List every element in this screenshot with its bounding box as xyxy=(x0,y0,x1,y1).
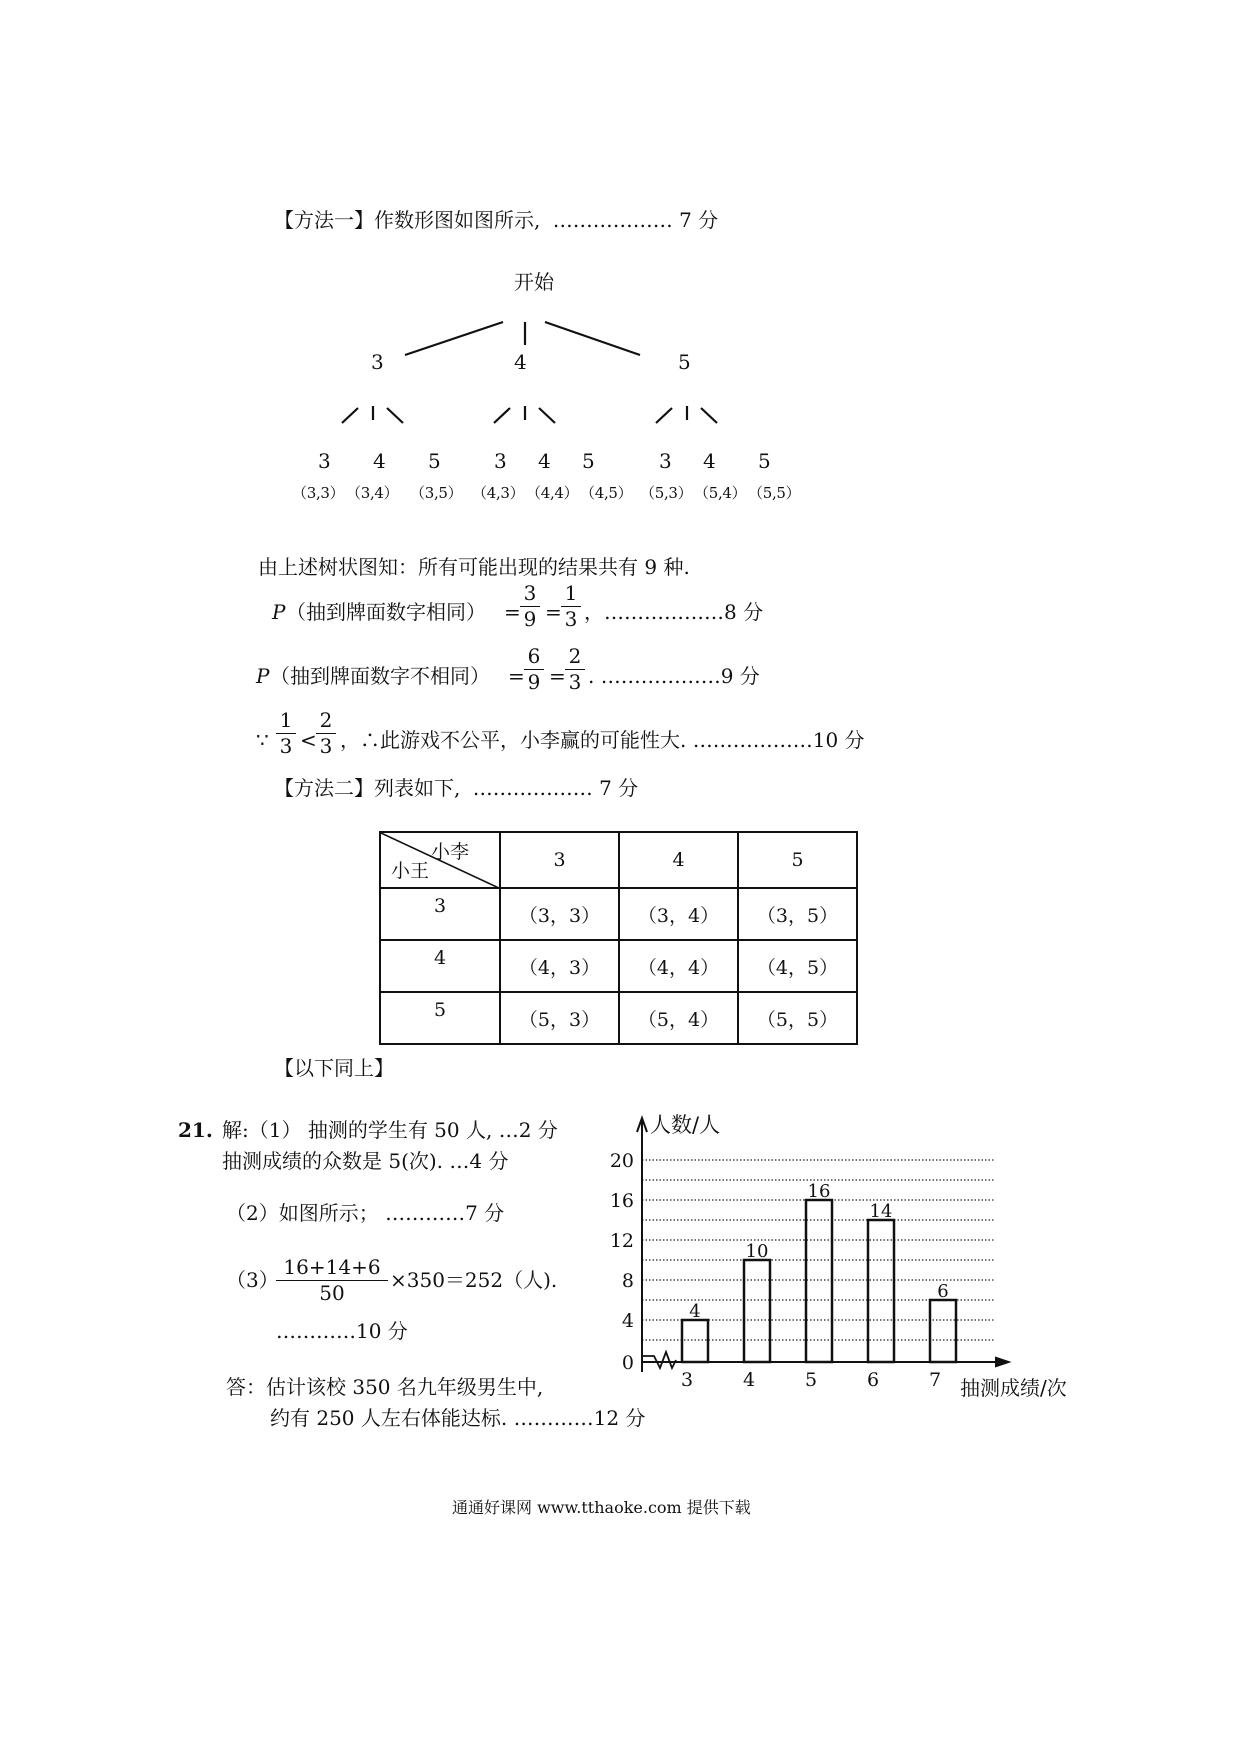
equals-sign: = xyxy=(504,600,521,624)
prob-label: P xyxy=(256,664,270,688)
tree-l2-node: 3 xyxy=(318,449,331,473)
y-tick-label: 4 xyxy=(621,1310,634,1332)
method2-dots: ……………… xyxy=(472,776,593,800)
tree-outcome: （5,5） xyxy=(748,484,801,502)
tree-l2-node: 5 xyxy=(582,449,595,473)
method2-heading xyxy=(274,778,638,798)
row-header: 5 xyxy=(380,992,500,1044)
y-tick-label: 16 xyxy=(609,1190,634,1212)
y-tick-label: 8 xyxy=(621,1270,634,1292)
tree-outcome: （4,5） xyxy=(580,484,633,502)
prob-different-score: . ………………9 分 xyxy=(588,664,760,688)
table-row xyxy=(380,992,857,1044)
tree-diagram xyxy=(0,0,1240,520)
because-symbol: ∵ xyxy=(256,728,269,752)
tree-l2-node: 5 xyxy=(428,449,441,473)
column-header: 3 xyxy=(500,832,619,888)
q21-part3-score: …………10 分 xyxy=(276,1319,408,1343)
page-footer: 通通好课网 www.tthaoke.com 提供下载 xyxy=(452,1498,751,1517)
y-tick-label: 20 xyxy=(609,1150,634,1172)
tree-l2-node: 3 xyxy=(494,449,507,473)
table-cell: （4，3） xyxy=(500,940,619,992)
x-axis-arrow xyxy=(995,1357,1010,1367)
fraction xyxy=(276,710,296,757)
corner-header-xiaowang: 小王 xyxy=(391,860,430,882)
numerator: 2 xyxy=(568,644,582,668)
table-row xyxy=(380,940,857,992)
bar xyxy=(744,1260,770,1362)
bar xyxy=(682,1320,708,1362)
fraction xyxy=(520,583,540,630)
numerator: 1 xyxy=(564,581,578,605)
tree-outcome: （3,4） xyxy=(346,484,399,502)
tree-branch-5-3 xyxy=(656,408,672,423)
outcome-table xyxy=(379,831,858,1045)
denominator: 9 xyxy=(527,670,541,694)
prob-event-different: （抽到牌面数字不相同） xyxy=(270,664,490,688)
prob-same-score: ，………………8 分 xyxy=(584,600,764,624)
q21-part3-result: ×350＝252（人). xyxy=(390,1268,558,1292)
tree-branch-4-5 xyxy=(539,408,555,423)
method1-heading-text: 【方法一】作数形图如图所示, xyxy=(274,208,541,232)
tree-outcome: （4,3） xyxy=(472,484,525,502)
table-cell: （4，5） xyxy=(738,940,857,992)
same-as-above-note: 【以下同上】 xyxy=(274,1056,394,1080)
equals-sign: = xyxy=(545,600,562,624)
tree-l2-node: 4 xyxy=(703,449,716,473)
table-cell: （3，3） xyxy=(500,888,619,940)
q21-part3-prefix: （3） xyxy=(226,1268,279,1292)
q21-part2: （2）如图所示； …………7 分 xyxy=(226,1201,505,1225)
tree-outcome: （5,3） xyxy=(640,484,693,502)
bar-data-label: 6 xyxy=(937,1281,949,1302)
x-axis-title: 抽测成绩/次 xyxy=(960,1376,1067,1400)
question-number: 21. xyxy=(178,1118,213,1142)
q21-part1-line1: 解:（1） 抽测的学生有 50 人, …2 分 xyxy=(222,1118,558,1142)
denominator: 3 xyxy=(568,670,582,694)
method1-score: 7 分 xyxy=(679,208,719,232)
table-cell: （5，5） xyxy=(738,992,857,1044)
conclusion-unfair: ，∴此游戏不公平，小李赢的可能性大. ………………10 分 xyxy=(340,728,865,752)
method2-score: 7 分 xyxy=(599,776,639,800)
q21-answer-line1: 答：估计该校 350 名九年级男生中, xyxy=(226,1375,544,1399)
method2-heading-text: 【方法二】列表如下, xyxy=(274,776,461,800)
tree-l2-node: 5 xyxy=(758,449,771,473)
q21-part1-line2: 抽测成绩的众数是 5(次). …4 分 xyxy=(222,1149,509,1173)
bar xyxy=(868,1220,894,1362)
denominator: 3 xyxy=(319,734,333,758)
denominator: 3 xyxy=(279,734,293,758)
tree-branch-3-5 xyxy=(387,408,403,423)
denominator: 3 xyxy=(564,607,578,631)
axis-break-mark xyxy=(642,1352,676,1368)
row-header: 4 xyxy=(380,940,500,992)
table-cell: （3，5） xyxy=(738,888,857,940)
table-cell: （4，4） xyxy=(619,940,738,992)
x-tick-label: 7 xyxy=(928,1369,942,1391)
table-cell: （5，4） xyxy=(619,992,738,1044)
tree-root: 开始 xyxy=(514,270,554,294)
fraction xyxy=(561,583,581,630)
numerator: 1 xyxy=(279,708,293,732)
tree-outcome: （3,5） xyxy=(410,484,463,502)
x-tick-label: 5 xyxy=(804,1369,818,1391)
tree-branch-root-5 xyxy=(545,322,640,355)
table-header-row xyxy=(380,832,857,888)
column-header: 4 xyxy=(619,832,738,888)
numerator: 16+14+6 xyxy=(283,1255,381,1279)
equals-sign: = xyxy=(508,664,525,688)
x-tick-label: 6 xyxy=(866,1369,880,1391)
table-corner-cell xyxy=(380,832,500,888)
tree-branch-4-3 xyxy=(494,408,510,423)
equals-sign: = xyxy=(549,664,566,688)
tree-l1-node: 4 xyxy=(514,350,527,374)
tree-l2-node: 3 xyxy=(659,449,672,473)
q21-fraction xyxy=(276,1257,388,1304)
y-tick-label: 0 xyxy=(621,1352,634,1374)
bar-chart xyxy=(600,1110,1090,1400)
tree-outcome: （3,3） xyxy=(292,484,345,502)
tree-l2-node: 4 xyxy=(538,449,551,473)
prob-label: P xyxy=(272,600,286,624)
y-tick-label: 12 xyxy=(609,1230,634,1252)
tree-branch-5-5 xyxy=(701,408,717,423)
table-cell: （3，4） xyxy=(619,888,738,940)
column-header: 5 xyxy=(738,832,857,888)
bar-data-label: 4 xyxy=(689,1301,701,1322)
fraction xyxy=(565,646,585,693)
method1-dots: ……………… xyxy=(552,208,673,232)
less-than-sign: < xyxy=(300,728,317,752)
numerator: 2 xyxy=(319,708,333,732)
numerator: 3 xyxy=(523,581,537,605)
q21-answer-line2: 约有 250 人左右体能达标. …………12 分 xyxy=(270,1406,646,1430)
fraction xyxy=(316,710,336,757)
tree-branch-3-3 xyxy=(342,408,358,423)
bar-data-label: 10 xyxy=(745,1241,769,1262)
tree-outcome: （5,4） xyxy=(694,484,747,502)
denominator: 50 xyxy=(319,1281,345,1305)
denominator: 9 xyxy=(523,607,537,631)
tree-outcome: （4,4） xyxy=(526,484,579,502)
x-tick-label: 3 xyxy=(680,1369,694,1391)
x-tick-label: 4 xyxy=(742,1369,756,1391)
tree-l1-node: 5 xyxy=(678,350,691,374)
table-row xyxy=(380,888,857,940)
table-cell: （5，3） xyxy=(500,992,619,1044)
tree-l1-node: 3 xyxy=(371,350,384,374)
bar-data-label: 16 xyxy=(807,1181,831,1202)
prob-event-same: （抽到牌面数字相同） xyxy=(286,600,486,624)
y-axis-title: 人数/人 xyxy=(650,1113,721,1137)
fraction xyxy=(524,646,544,693)
numerator: 6 xyxy=(527,644,541,668)
row-header: 3 xyxy=(380,888,500,940)
bar-data-label: 14 xyxy=(869,1201,893,1222)
bar xyxy=(806,1200,832,1362)
conclusion-total: 由上述树状图知：所有可能出现的结果共有 9 种. xyxy=(258,555,690,579)
corner-header-xiaoli: 小李 xyxy=(430,841,469,863)
bar xyxy=(930,1300,956,1362)
tree-l2-node: 4 xyxy=(373,449,386,473)
tree-branch-root-3 xyxy=(405,322,503,355)
